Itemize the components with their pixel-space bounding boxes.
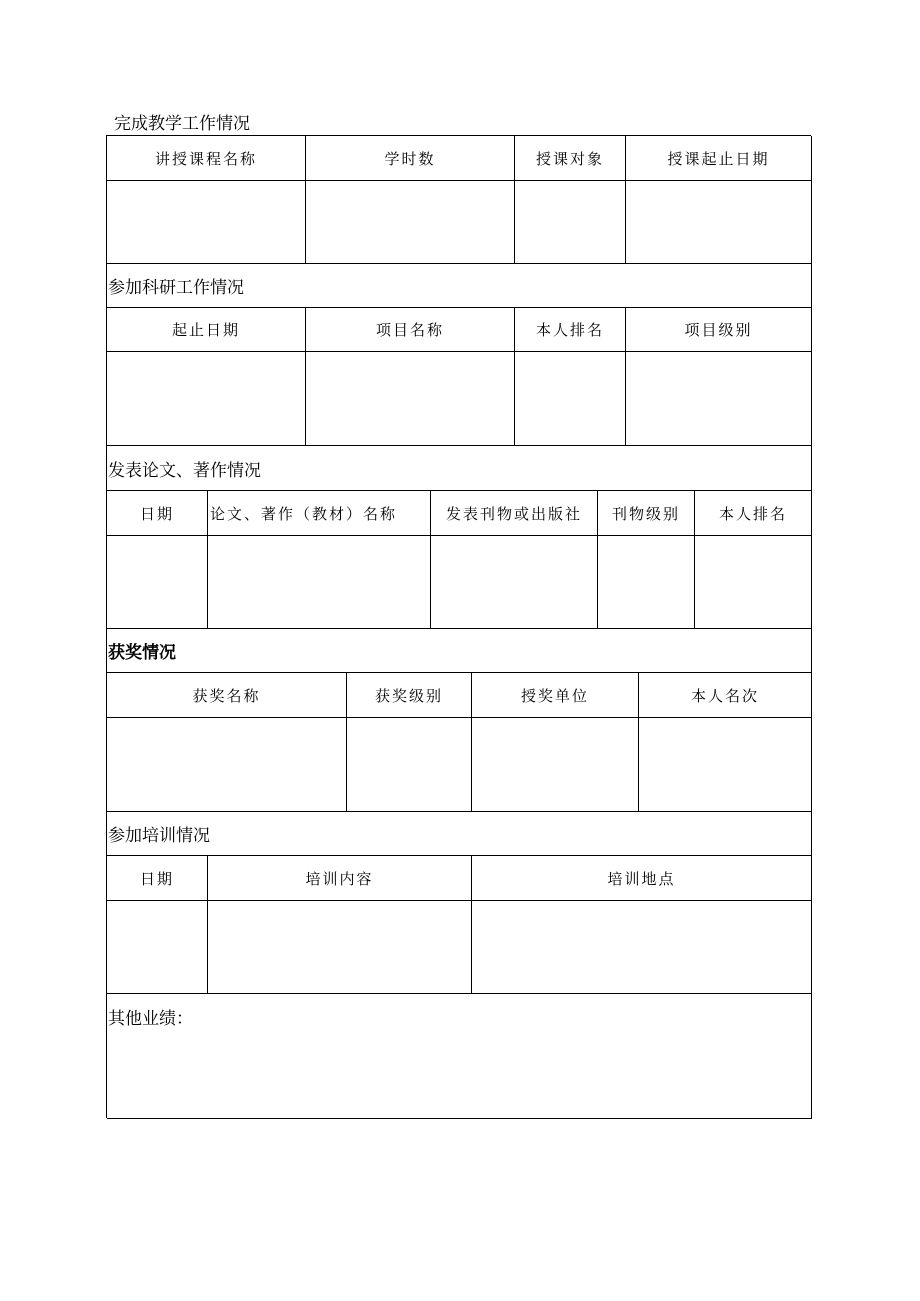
training-section-title: 参加培训情况 — [107, 812, 812, 856]
teaching-header-hours: 学时数 — [306, 136, 515, 181]
awards-level-cell[interactable] — [347, 718, 472, 812]
teaching-audience-cell[interactable] — [515, 181, 626, 264]
other-achievements-cell[interactable] — [107, 994, 812, 1119]
research-header-rank: 本人排名 — [515, 308, 626, 352]
papers-section-title: 发表论文、著作情况 — [107, 446, 812, 491]
other-achievements-label: 其他业绩： — [108, 1009, 193, 1029]
teaching-section-title: 完成教学工作情况 — [114, 114, 250, 134]
awards-issuer-cell[interactable] — [472, 718, 639, 812]
papers-header-publisher: 发表刊物或出版社 — [431, 491, 598, 536]
papers-date-cell[interactable] — [107, 536, 208, 629]
training-location-cell[interactable] — [472, 901, 812, 994]
achievement-form-table — [106, 135, 811, 1118]
training-content-cell[interactable] — [208, 901, 472, 994]
teaching-header-dates: 授课起止日期 — [626, 136, 812, 181]
papers-title-cell[interactable] — [208, 536, 431, 629]
papers-publisher-cell[interactable] — [431, 536, 598, 629]
papers-header-title: 论文、著作（教材）名称 — [208, 491, 431, 536]
papers-header-rank: 本人排名 — [695, 491, 812, 536]
training-date-cell[interactable] — [107, 901, 208, 994]
teaching-hours-cell[interactable] — [306, 181, 515, 264]
awards-name-cell[interactable] — [107, 718, 347, 812]
awards-header-placement: 本人名次 — [639, 673, 812, 718]
awards-placement-cell[interactable] — [639, 718, 812, 812]
papers-header-date: 日期 — [107, 491, 208, 536]
research-header-dates: 起止日期 — [107, 308, 306, 352]
training-header-content: 培训内容 — [208, 856, 472, 901]
teaching-header-audience: 授课对象 — [515, 136, 626, 181]
research-header-project-name: 项目名称 — [306, 308, 515, 352]
teaching-header-course-name: 讲授课程名称 — [107, 136, 306, 181]
training-header-date: 日期 — [107, 856, 208, 901]
research-level-cell[interactable] — [626, 352, 812, 446]
awards-header-level: 获奖级别 — [347, 673, 472, 718]
awards-header-issuer: 授奖单位 — [472, 673, 639, 718]
awards-section-title: 获奖情况 — [107, 629, 812, 673]
research-dates-cell[interactable] — [107, 352, 306, 446]
papers-header-journal-level: 刊物级别 — [598, 491, 695, 536]
research-header-level: 项目级别 — [626, 308, 812, 352]
teaching-course-name-cell[interactable] — [107, 181, 306, 264]
training-header-location: 培训地点 — [472, 856, 812, 901]
awards-header-name: 获奖名称 — [107, 673, 347, 718]
papers-rank-cell[interactable] — [695, 536, 812, 629]
research-project-name-cell[interactable] — [306, 352, 515, 446]
teaching-dates-cell[interactable] — [626, 181, 812, 264]
papers-journal-level-cell[interactable] — [598, 536, 695, 629]
research-section-title: 参加科研工作情况 — [107, 264, 812, 308]
research-rank-cell[interactable] — [515, 352, 626, 446]
